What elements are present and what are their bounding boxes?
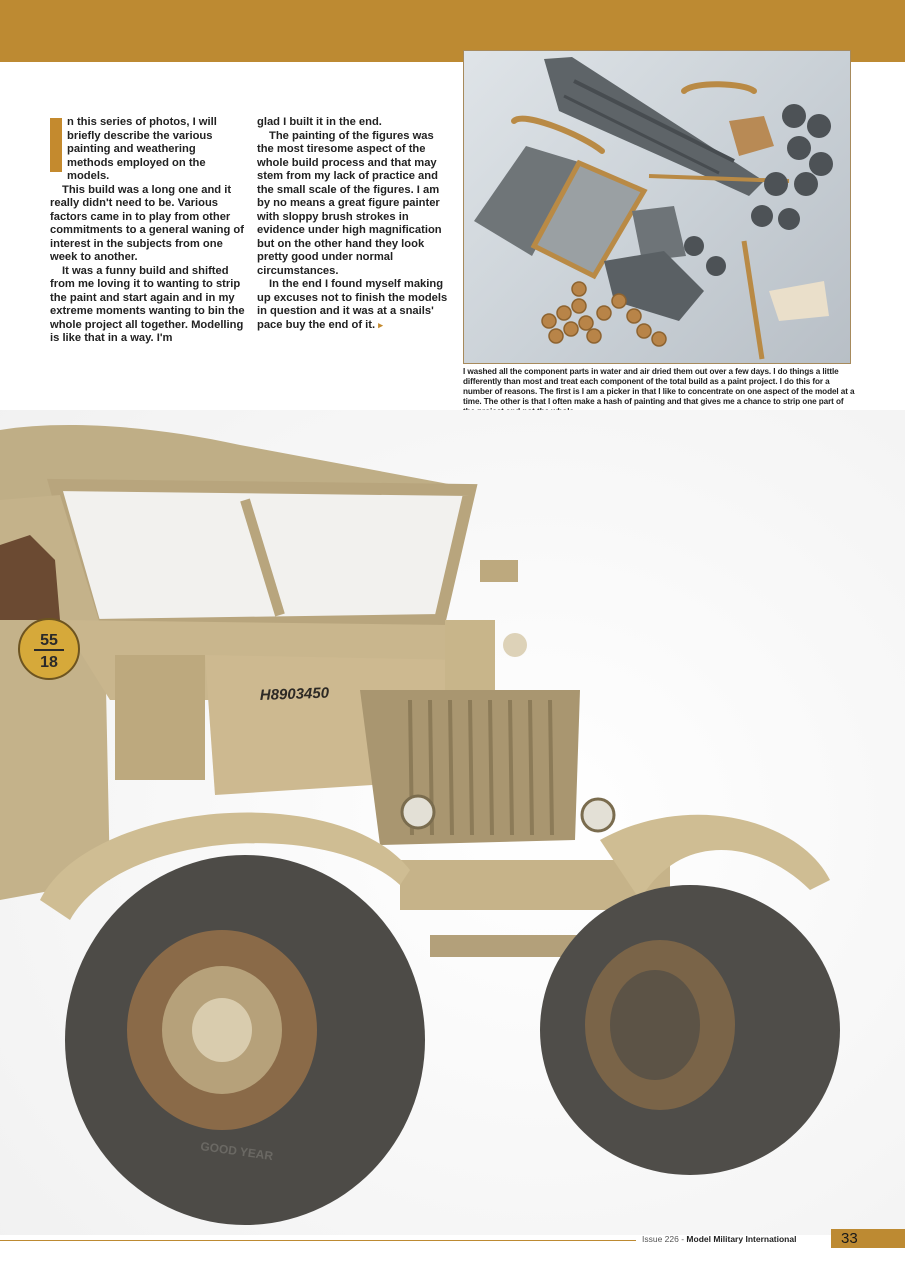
footer-rule	[0, 1240, 636, 1241]
footer-issue-label: Issue 226 - Model Military International	[642, 1234, 797, 1244]
paragraph-4: glad I built it in the end.	[257, 116, 382, 128]
bridge-plate-top: 55	[40, 632, 58, 649]
article-column-2	[257, 116, 452, 332]
paragraph-2: This build was a long one and it really didn't need to be. Various factors came in to play from other commitments to a general waning of interest in the subjects from one week to another.	[50, 183, 244, 263]
paragraph-1: n this series of photos, I will briefly describe the various painting and weathering methods employed on the models.	[50, 116, 245, 184]
registration-number: H8903450	[259, 684, 330, 704]
bridge-plate-bottom: 18	[40, 654, 58, 671]
drop-cap-block	[50, 118, 62, 172]
photo-caption: I washed all the component parts in water and air dried them out over a few days. I do things a little differently than most and treat each component of the total build as a paint project. I do this for a number of reasons. The first is I am a picker in that I like to concentrate on one aspect of the model at a time. The other is that I often make a hash of painting and that gives me a chance to strip one part of	[463, 367, 855, 406]
truck-model-photo	[0, 410, 905, 1235]
paragraph-5: The painting of the figures was the most tiresome aspect of the whole build process and that may stem from my lack of practice and the small scale of the figures. I am by no means a great figure painter with sloppy brush strokes in evidence under high magnification but on the other hand they look pretty good under normal circumstances.	[257, 129, 442, 277]
page-number: 33	[841, 1230, 858, 1247]
article-column-1	[50, 116, 245, 346]
continue-arrow-icon: ▸	[378, 319, 383, 330]
paragraph-3: It was a funny build and shifted from me loving it to wanting to strip the paint and start again and in my extreme moments wanting to bin the whole project all together. Modelling is like that in a way. I'm	[50, 264, 245, 344]
paragraph-6: In the end I found myself making up excuses not to finish the models in question and it was at a snails' pace buy the end of it. ▸	[257, 278, 448, 331]
tire-lettering: GOOD YEAR	[199, 1139, 274, 1164]
publication-name: Model Military International	[686, 1234, 797, 1244]
component-parts-photo	[463, 50, 851, 364]
